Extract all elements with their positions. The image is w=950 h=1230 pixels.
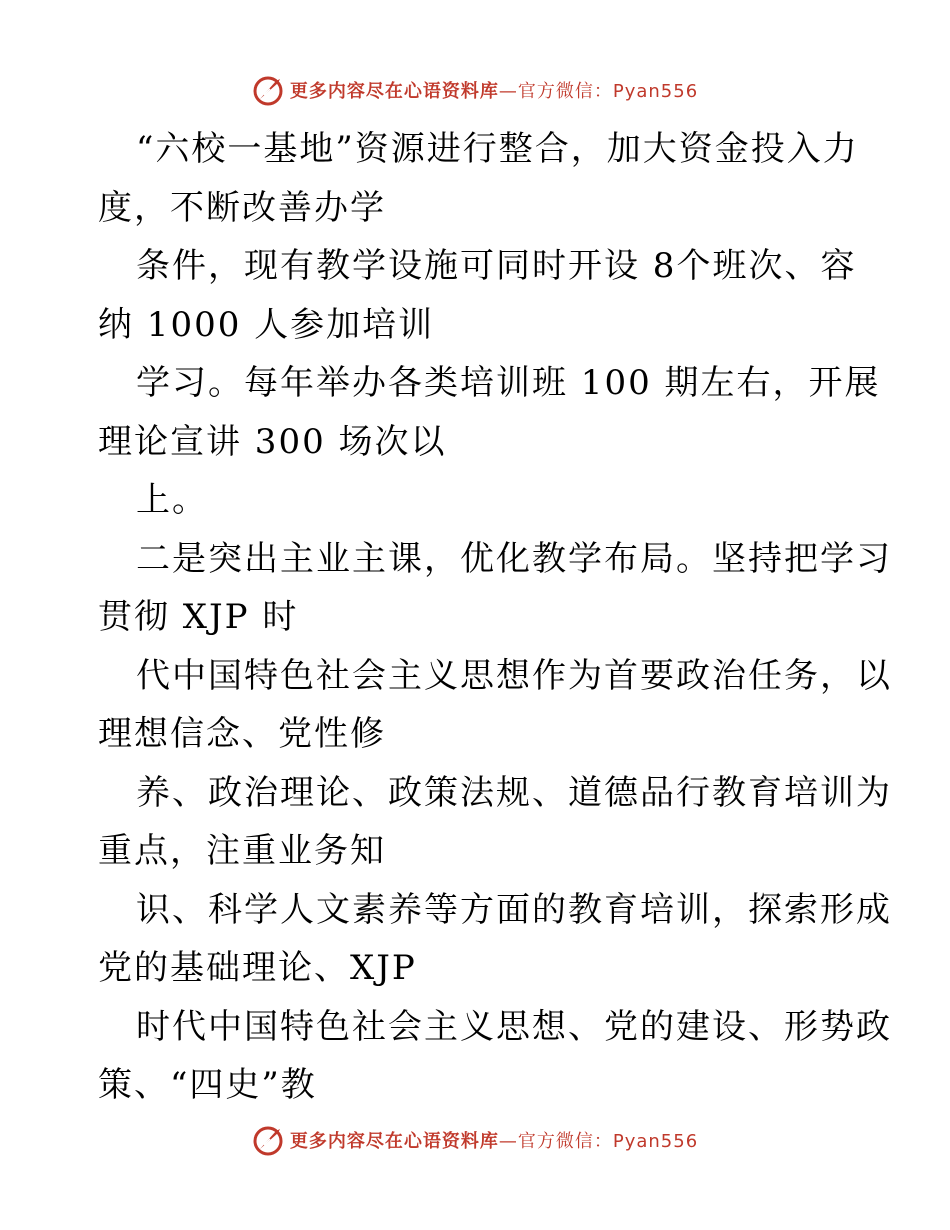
quill-logo-icon: [252, 1123, 286, 1157]
document-body: [98, 120, 892, 1115]
text-line: 策、“四史”教: [98, 1065, 317, 1105]
text-line: 贯彻 XJP 时: [98, 597, 299, 637]
text-line: 学习。每年举办各类培训班 100 期左右，开展: [136, 363, 881, 403]
watermark-name: 更多内容尽在心语资料库: [289, 1131, 499, 1152]
text-line: 识、科学人文素养等方面的教育培训，探索形成: [136, 889, 892, 930]
watermark-label: 官方微信：: [517, 1131, 613, 1152]
text-line: 纳 1000 人参加培训: [98, 304, 435, 345]
watermark-id: Pyan556: [612, 1131, 699, 1152]
watermark-id: Pyan556: [612, 81, 699, 102]
text-line: 养、政治理论、政策法规、道德品行教育培训为: [136, 772, 892, 813]
text-line: “六校一基地”资源进行整合，加大资金投入力: [136, 129, 859, 169]
text-line: 党的基础理论、XJP: [98, 948, 417, 988]
watermark-text: [290, 77, 698, 103]
watermark-text: [290, 1127, 698, 1153]
text-line: 度，不断改善办学: [98, 187, 386, 228]
text-line: 理想信念、党性修: [98, 714, 386, 754]
text-line: 上。: [136, 480, 208, 520]
watermark-label: 官方微信：: [517, 81, 613, 102]
text-line: 二是突出主业主课，优化教学布局。坚持把学习: [136, 538, 892, 579]
text-line: 理论宣讲 300 场次以: [98, 421, 447, 462]
watermark-dash: —: [498, 81, 518, 102]
text-line: 条件，现有教学设施可同时开设 8个班次、容: [136, 246, 857, 286]
watermark-dash: —: [498, 1131, 518, 1152]
text-line: 重点，注重业务知: [98, 831, 386, 871]
text-line: 代中国特色社会主义思想作为首要政治任务，以: [136, 655, 892, 696]
quill-logo-icon: [252, 73, 286, 107]
text-line: 时代中国特色社会主义思想、党的建设、形势政: [136, 1006, 892, 1047]
footer-watermark: [0, 1120, 950, 1160]
watermark-name: 更多内容尽在心语资料库: [289, 81, 499, 102]
header-watermark: [0, 70, 950, 110]
